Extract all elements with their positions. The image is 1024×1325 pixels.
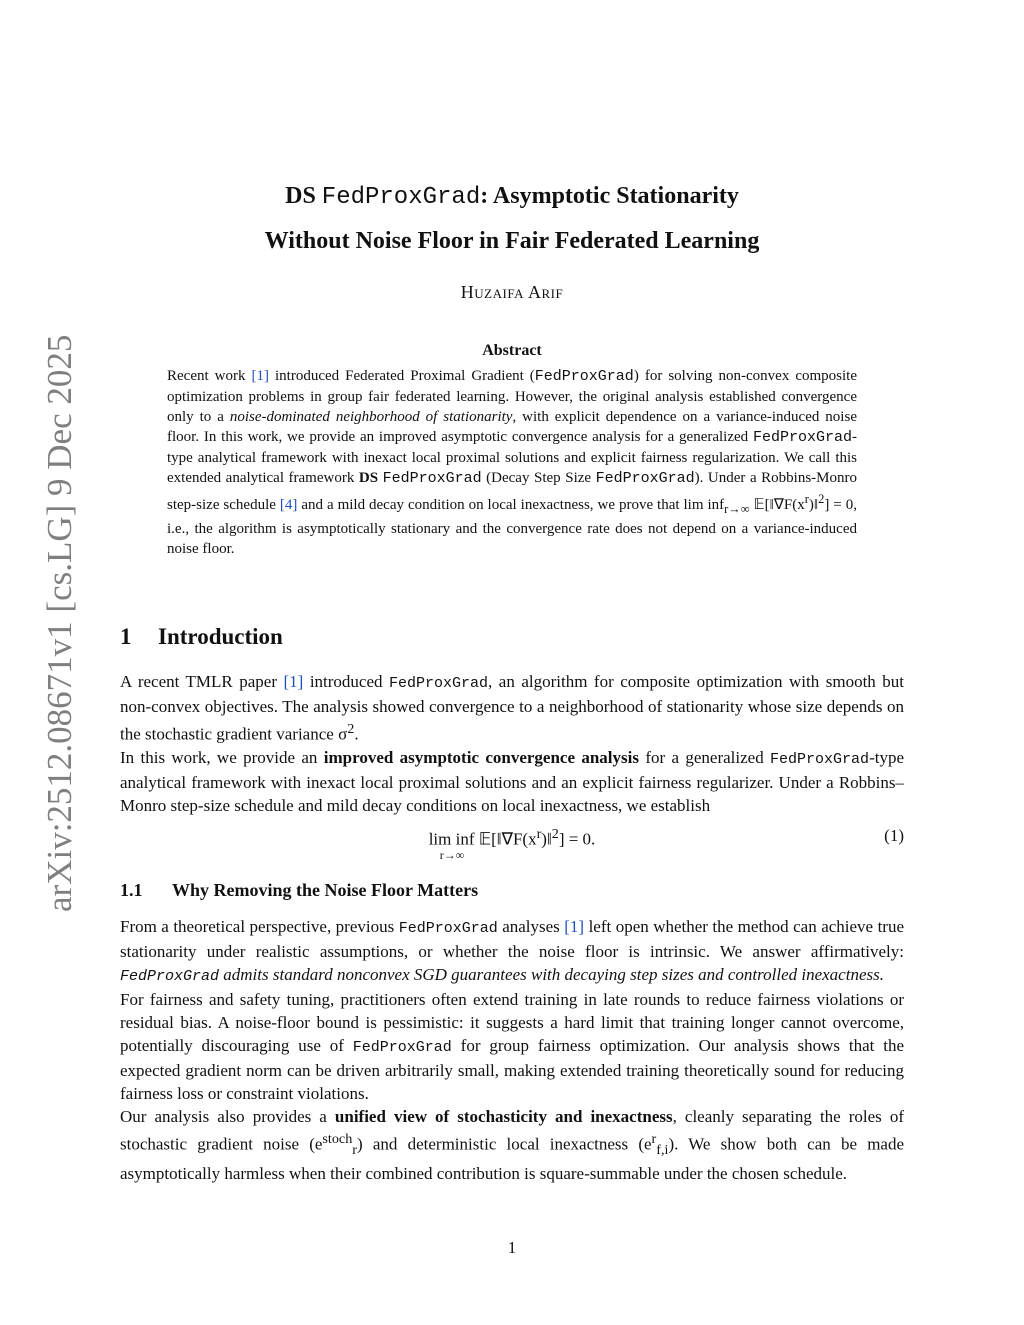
- paragraph: A recent TMLR paper [1] introduced FedProxGrad, an algorithm for composite optimization with smooth but non-convex objectives. The analysis showed convergence to a neighborhood of stationarity whose size depends on the stochastic gradient variance $\sigma^2$.: [120, 672, 905, 744]
- section-heading-introduction: 1 Introduction: [120, 624, 283, 649]
- page-number: 1: [507, 1238, 517, 1257]
- citation-link[interactable]: [1]: [283, 672, 304, 691]
- title-algorithm-name: FedProxGrad: [321, 184, 481, 211]
- paragraph: Our analysis also provides a unified view of stochasticity and inexactness, cleanly separating the roles of stochastic gradient noise $(e^{stoch}_r)$ and deterministic local inexactness $(e^r_{f,i})$. We show both can be made asymptotically harmless when their combined contribution is square-summable under the chosen schedule.: [120, 1107, 905, 1184]
- abstract-text: Recent work [1] introduced Federated Proximal Gradient (FedProxGrad) for solving non-convex composite optimization problems in group fair federated learning. However, the original analysis established convergence only to a noise-dominated neighborhood of stationarity, with explicit dependence on a variance-induced noise floor. In this work, we provide an improved asymptotic convergence analysis for a generalized FedProxGrad-type analytical framework with inexact local proximal solutions and explicit fairness regularization. We call this extended analytical framework DS FedProxGrad (Decay Step Size FedProxGrad). Under a Robbins-Monro step-size schedule [4] and a mild decay condition on local inexactness, we prove that lim inf$_{r\to\infty}$ $𝔼[‖\nabla F(x^r)‖^2] = 0$, i.e., the algorithm is asymptotically stationary and the convergence rate does not depend on a variance-induced noise floor.: [167, 368, 857, 557]
- arxiv-identifier: arXiv:2512.08671v1 [cs.LG] 9 Dec 2025: [40, 334, 79, 912]
- paragraph: In this work, we provide an improved asymptotic convergence analysis for a generalized FedProxGrad-type analytical framework with inexact local proximal solutions and an explicit fairness regularizer. Under a Robbins–Monro step-size schedule and mild decay conditions on local inexactness, we establish: [120, 747, 905, 815]
- paragraph: From a theoretical perspective, previous FedProxGrad analyses [1] left open whether the method can achieve true stationarity under realistic assumptions, or whether the noise floor is intrinsic. We answer affirmatively: FedProxGrad admits standard nonconvex SGD guarantees with decaying step sizes and controlled inexactness.: [120, 917, 905, 985]
- equation-number: (1): [884, 826, 904, 845]
- paper-title-line-1: DS FedProxGrad: Asymptotic Stationarity: [285, 183, 739, 211]
- abstract-heading: Abstract: [482, 342, 542, 359]
- subsection-heading: 1.1 Why Removing the Noise Floor Matters: [120, 880, 479, 900]
- equation-1: lim inf $𝔼[‖\nabla F(x^r)‖^2] = 0$. $^{r\to\infty}$: [428, 826, 596, 862]
- citation-link[interactable]: [4]: [279, 497, 298, 513]
- author-name: Huzaifa Arif: [460, 282, 564, 302]
- paragraph: For fairness and safety tuning, practitioners often extend training in late rounds to reduce fairness violations or residual bias. A noise-floor bound is pessimistic: it suggests a hard limit that training longer cannot overcome, potentially discouraging use of FedProxGrad for group fairness optimization. Our analysis shows that the expected gradient norm can be driven arbitrarily small, making extended training theoretically sound for reducing fairness loss or constraint violations.: [120, 990, 904, 1103]
- citation-link[interactable]: [1]: [251, 368, 269, 384]
- introduction-body: [120, 670, 904, 817]
- paper-title-line-2: Without Noise Floor in Fair Federated Learning: [264, 228, 760, 254]
- citation-link[interactable]: [1]: [564, 917, 585, 936]
- subsection-body: [120, 915, 904, 1185]
